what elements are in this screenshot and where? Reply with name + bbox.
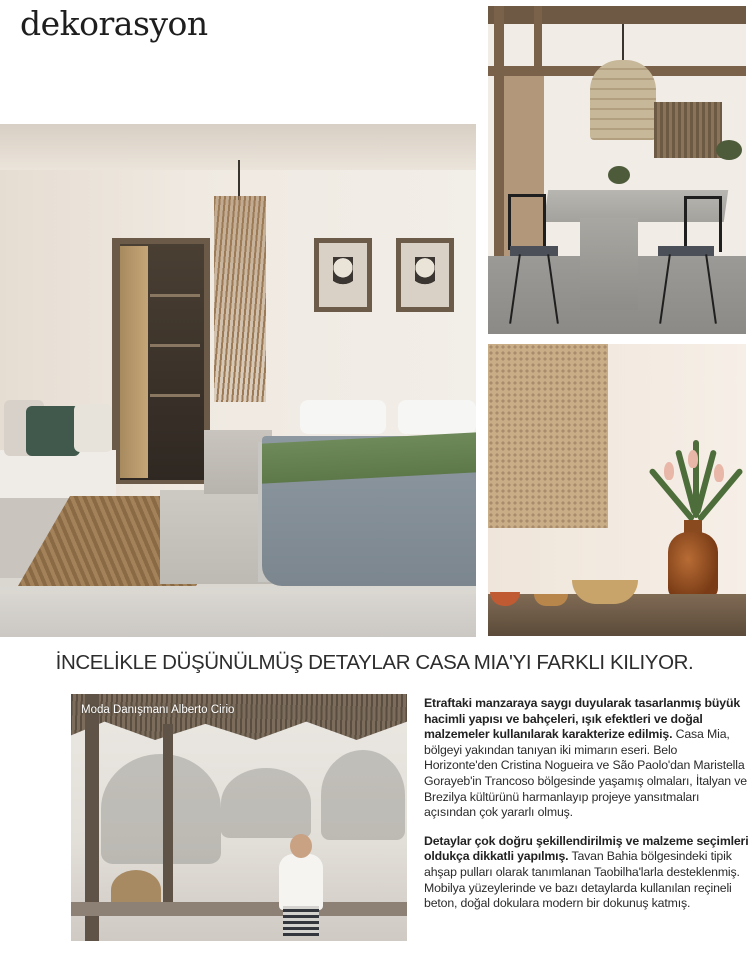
doorway-shelf	[150, 394, 200, 397]
wood-post	[163, 724, 173, 914]
lamp-cord	[622, 24, 624, 64]
pendant-cord	[238, 160, 240, 200]
section-title: dekorasyon	[20, 4, 208, 43]
stone-ledge	[71, 902, 407, 916]
person-shirt	[279, 854, 323, 910]
woven-wall-art	[654, 102, 722, 158]
plant	[716, 140, 742, 160]
palm-shadow	[321, 750, 405, 840]
tapestry	[488, 344, 608, 528]
portrait-photo	[71, 694, 407, 941]
person-trousers	[283, 906, 319, 936]
dining-roof	[488, 6, 746, 24]
door-leaf	[120, 246, 148, 478]
paragraph-1-lead: Etraftaki manzaraya saygı duyularak tasarlanmış büyük hacimli yapısı ve bahçeleri, ışık efektleri ve doğal malzemeler kullanılarak karakterize edilmiş.	[424, 696, 741, 742]
pendant-lamp	[590, 60, 656, 140]
wood-post	[494, 6, 504, 256]
lily-flower	[664, 462, 674, 480]
paragraph-1	[424, 696, 749, 821]
chair	[684, 196, 722, 252]
lily-flower	[714, 464, 724, 482]
bed-pillow	[300, 400, 386, 434]
plant	[608, 166, 630, 184]
still-life-photo	[488, 344, 746, 636]
amber-vase	[668, 532, 718, 600]
bedroom-floor	[0, 594, 476, 637]
wicker-hanging	[214, 196, 266, 402]
bed-pillow	[398, 400, 476, 434]
article-headline: İNCELİKLE DÜŞÜNÜLMÜŞ DETAYLAR CASA MIA'YI FARKLI KILIYOR.	[55, 651, 694, 674]
pillow	[74, 404, 112, 452]
wall-art-frame	[314, 238, 372, 312]
roof-beam	[534, 6, 542, 76]
palm-shadow	[221, 768, 311, 838]
wall-art-frame	[396, 238, 454, 312]
photo-caption: Moda Danışmanı Alberto Cirio	[81, 704, 235, 716]
palm-shadow	[101, 754, 221, 864]
article-body	[424, 696, 749, 941]
lily-flower	[688, 450, 698, 468]
person-head	[290, 834, 312, 858]
paragraph-1-text: Casa Mia, bölgeyi yakından tanıyan iki mimarın eseri. Belo Horizonte'den Cristina Nogueira ve São Paolo'dan Maristella Gorayeb'in Trancoso bölgesinde yaşamış olmaları, İtalyan ve Brezilya kültürünü harmanlayıp projeye yansıtmaları açısından çok yararlı olmuş.	[424, 727, 747, 820]
chair-seat	[510, 246, 558, 256]
paragraph-2-text: Tavan Bahia bölgesindeki tipik ahşap pulları olarak tanımlanan Taobilha'larla desteklenmiş. Mobilya yüzeylerinde ve bazı detaylarda kullanılan reçineli beton, doğal dokulara modern bir dokunuş katmış.	[424, 849, 740, 911]
paragraph-2-lead: Detaylar çok doğru şekillendirilmiş ve malzeme seçimleri oldukça dikkatli yapılmış.	[424, 833, 749, 864]
doorway-shelf	[150, 344, 200, 347]
chair	[508, 194, 546, 250]
table-pedestal	[580, 218, 638, 310]
bench-cushion	[0, 450, 116, 498]
paragraph-2	[424, 834, 749, 912]
pillow	[26, 406, 80, 456]
bedroom-photo	[0, 124, 476, 637]
doorway-shelf	[150, 294, 200, 297]
dining-photo	[488, 6, 746, 334]
